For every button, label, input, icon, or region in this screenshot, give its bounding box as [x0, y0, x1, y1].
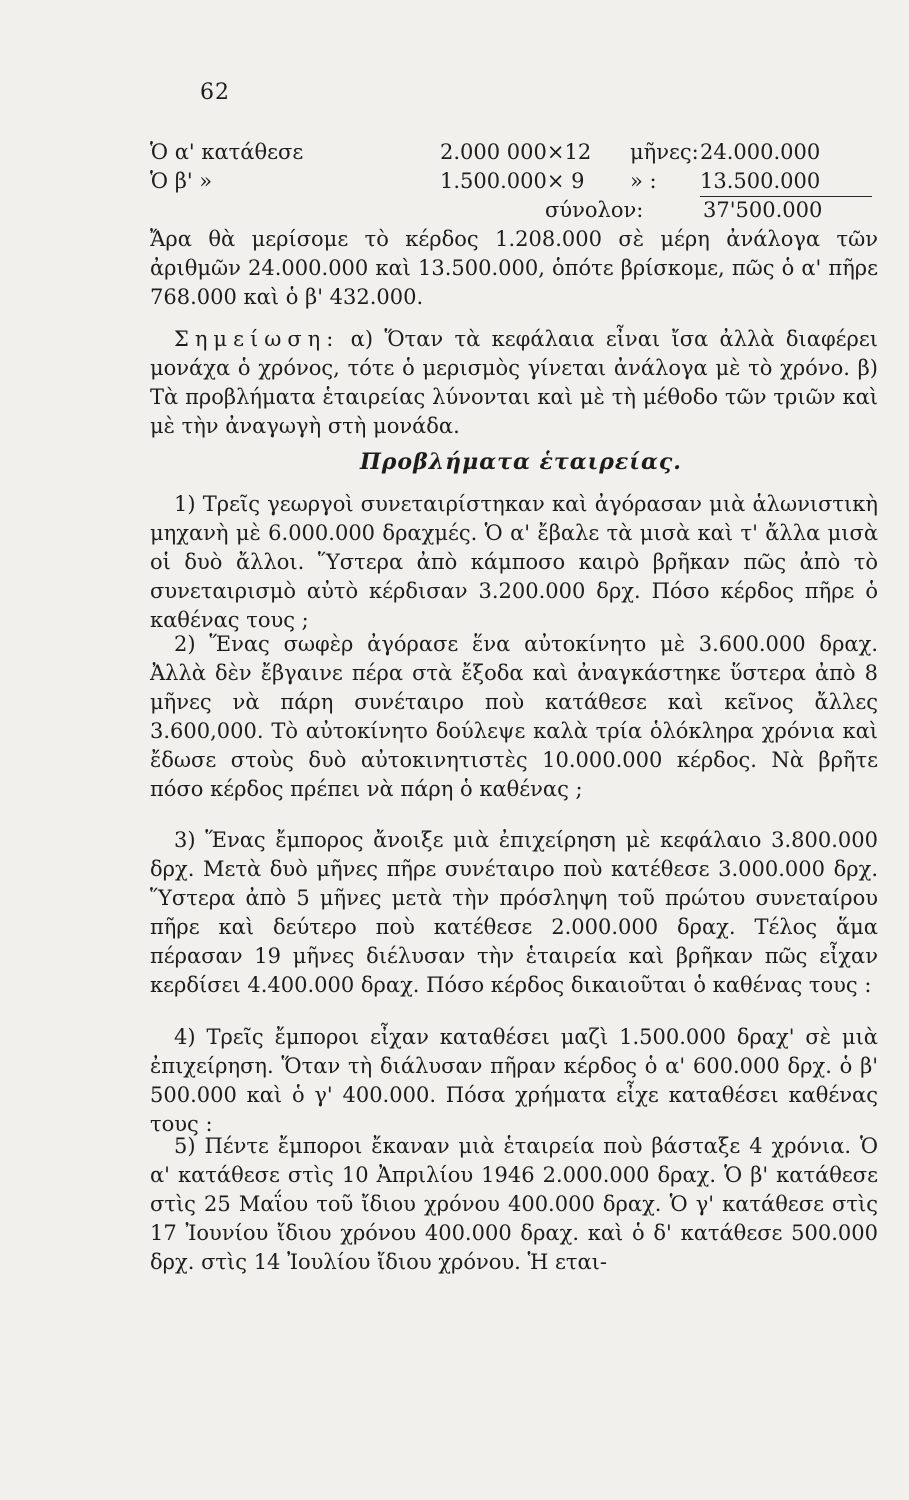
problem-4: [150, 1023, 878, 1139]
ledger-months: μῆνες:: [630, 140, 699, 164]
total-amount: 37'500.000: [703, 198, 823, 222]
problem-text: 2) Ἕνας σωφὲρ ἀγόρασε ἕνα αὐτοκίνητο μὲ 3.600.000 δραχ. Ἀλλὰ δὲν ἔβγαινε πέρα στὰ ἔξοδα καὶ ἀναγκάστηκε ὕστερα ἀπὸ 8 μῆνες νὰ πάρη συνέταιρο ποὺ κατάθεσε καὶ κεῖνος ἄλλες 3.600,000. Τὸ αὐτοκίνητο δούλεψε καλὰ τρία ὁλόκληρα χρόνια καὶ ἔδωσε στοὺς δυὸ αὐτοκινητιστὲς 10.000.000 κέρδος. Νὰ βρῆτε πόσο κέρδος πρέπει νὰ πάρη ὁ καθένας ;: [150, 632, 878, 801]
ledger-amount: 13.500.000: [700, 169, 821, 193]
ledger-deposit: 1.500.000× 9: [440, 169, 585, 193]
ledger-partner: Ὁ β' »: [150, 169, 213, 193]
note-heading: Σημείωση:: [174, 327, 340, 351]
problem-1: [150, 490, 878, 635]
page-number: 62: [200, 80, 230, 105]
problem-text: 1) Τρεῖς γεωργοὶ συνεταιρίστηκαν καὶ ἀγόρασαν μιὰ ἁλωνιστικὴ μηχανὴ μὲ 6.000.000 δραχμές. Ὁ α' ἔβαλε τὰ μισὰ καὶ τ' ἄλλα μισὰ οἱ δυὸ ἄλλοι. Ὕστερα ἀπὸ κάμποσο καιρὸ βρῆκαν πῶς ἀπὸ τὸ συνεταιρισμὸ αὐτὸ κέρδισαν 3.200.000 δρχ. Πόσο κέρδος πῆρε ὁ καθένας τους ;: [150, 492, 878, 632]
ledger-row: [150, 167, 878, 196]
ledger-amount: 24.000.000: [700, 140, 821, 164]
total-label: σύνολον:: [545, 198, 644, 222]
ledger-months: » :: [630, 169, 657, 193]
note-paragraph: [150, 325, 878, 441]
ledger-partner: Ὁ α' κατάθεσε: [150, 140, 304, 164]
section-title: Προβλήματα ἑταιρείας.: [360, 449, 682, 475]
deposit-ledger: [150, 138, 878, 225]
ledger-row: [150, 138, 878, 167]
intro-text: Ἄρα θὰ μερίσομε τὸ κέρδος 1.208.000 σὲ μέρη ἀνάλογα τῶν ἀριθμῶν 24.000.000 καὶ 13.500.000, ὁπότε βρίσκομε, πῶς ὁ α' πῆρε 768.000 καὶ ὁ β' 432.000.: [150, 227, 878, 309]
problem-text: 4) Τρεῖς ἔμποροι εἶχαν καταθέσει μαζὶ 1.500.000 δραχ' σὲ μιὰ ἐπιχείρηση. Ὅταν τὴ διάλυσαν πῆραν κέρδος ὁ α' 600.000 δρχ. ὁ β' 500.000 καὶ ὁ γ' 400.000. Πόσα χρήματα εἶχε καταθέσει καθένας τους :: [150, 1025, 878, 1136]
problem-5: [150, 1132, 878, 1277]
problem-text: 3) Ἕνας ἔμπορος ἄνοιξε μιὰ ἐπιχείρηση μὲ κεφάλαιο 3.800.000 δρχ. Μετὰ δυὸ μῆνες πῆρε συνέταιρο ποὺ κατέθεσε 3.000.000 δρχ. Ὕστερα ἀπὸ 5 μῆνες μετὰ τὴν πρόσληψη τοῦ πρώτου συνεταίρου πῆρε καὶ δεύτερο ποὺ κατέθεσε 2.000.000 δραχ. Τέλος ἅμα πέρασαν 19 μῆνες διέλυσαν τὴν ἑταιρεία καὶ βρῆκαν πῶς εἶχαν κερδίσει 4.400.000 δραχ. Πόσο κέρδος δικαιοῦται ὁ καθένας τους :: [150, 828, 878, 997]
ledger-total-row: [150, 196, 878, 225]
problem-2: [150, 630, 878, 804]
problem-text: 5) Πέντε ἔμποροι ἔκαναν μιὰ ἑταιρεία ποὺ βάσταξε 4 χρόνια. Ὁ α' κατάθεσε στὶς 10 Ἀπριλίου 1946 2.000.000 δραχ. Ὁ β' κατάθεσε στὶς 25 Μαΐου τοῦ ἴδιου χρόνου 400.000 δραχ. Ὁ γ' κατάθεσε στὶς 17 Ἰουνίου ἴδιου χρόνου 400.000 δραχ. καὶ ὁ δ' κατάθεσε 500.000 δρχ. στὶς 14 Ἰουλίου ἴδιου χρόνου. Ἡ εται-: [150, 1134, 878, 1274]
note-text: α) Ὅταν τὰ κεφάλαια εἶναι ἴσα ἀλλὰ διαφέρει μονάχα ὁ χρόνος, τότε ὁ μερισμὸς γίνεται ἀνάλογα μὲ τὸ χρόνο. β) Τὰ προβλήματα ἑταιρείας λύνονται καὶ μὲ τὴ μέθοδο τῶν τριῶν καὶ μὲ τὴν ἀναγωγὴ στὴ μονάδα.: [150, 327, 878, 438]
problem-3: [150, 826, 878, 1000]
ledger-deposit: 2.000 000×12: [440, 140, 592, 164]
intro-paragraph: [150, 225, 878, 312]
